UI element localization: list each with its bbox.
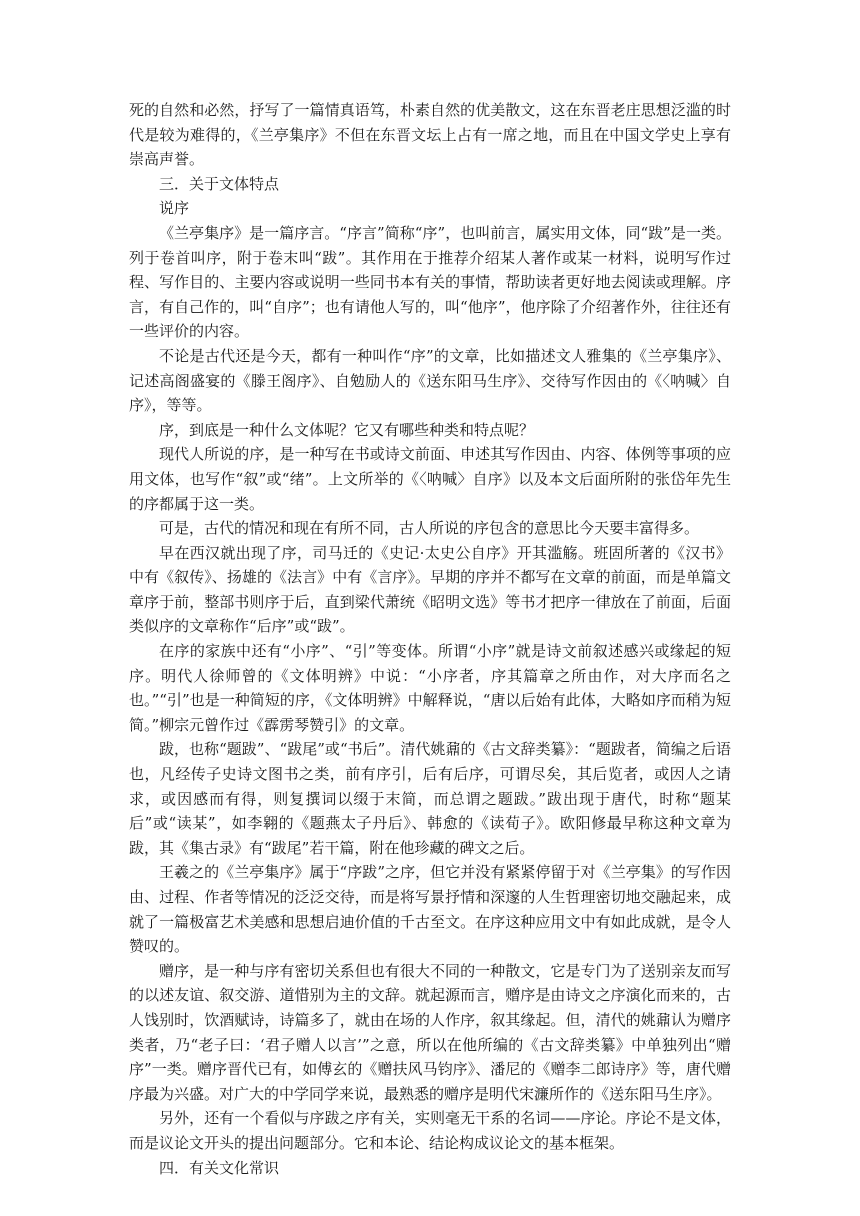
paragraph: 现代人所说的序，是一种写在书或诗文前面、申述其写作因由、内容、体例等事项的应用文体，也写作“叙”或“绪”。上文所举的《〈呐喊〉自序》以及本文后面所附的张岱年先生的序都属于这一类。 [129,445,731,513]
paragraph: 序，到底是一种什么文体呢？它又有哪些种类和特点呢？ [159,420,535,439]
subsection-heading-shuoxu: 说序 [159,199,190,218]
section-heading-4: 四．有关文化常识 [159,1158,280,1177]
paragraph: 早在西汉就出现了序，司马迁的《史记·太史公自序》开其滥觞。班固所著的《汉书》中有《叙传》、扬雄的《法言》中有《言序》。早期的序并不都写在文章的前面，而是单篇文章序于前，整部书则序于后，直到梁代萧统《昭明文选》等书才把序一律放在了前面，后面类似序的文章称作“后序”或“跋”。 [129,543,731,636]
section-heading-3: 三．关于文体特点 [159,174,280,193]
paragraph: 可是，古代的情况和现在有所不同，古人所说的序包含的意思比今天要丰富得多。 [159,519,700,538]
paragraph: 不论是古代还是今天，都有一种叫作“序”的文章，比如描述文人雅集的《兰亭集序》、记述高阁盛宴的《滕王阁序》、自勉励人的《送东阳马生序》、交待写作因由的《〈呐喊〉自序》，等等。 [129,346,731,415]
paragraph-continued: 死的自然和必然，抒写了一篇情真语笃，朴素自然的优美散文，这在东晋老庄思想泛滥的时代是较为难得的，《兰亭集序》不但在东晋文坛上占有一席之地，而且在中国文学史上享有崇高声誉。 [129,101,731,169]
paragraph: 赠序，是一种与序有密切关系但也有很大不同的一种散文，它是专门为了送别亲友而写的以述友谊、叙交游、道惜别为主的文辞。就起源而言，赠序是由诗文之序演化而来的，古人饯别时，饮酒赋诗，诗篇多了，就由在场的人作序，叙其缘起。但，清代的姚鼐认为赠序类者，乃“老子曰：‘君子赠人以言’”之意，所以在他所编的《古文辞类纂》中单独列出“赠序”一类。赠序晋代已有，如傅玄的《赠扶风马钧序》、潘尼的《赠李二郎诗序》等，唐代赠序最为兴盛。对广大的中学同学来说，最熟悉的赠序是明代宋濂所作的《送东阳马生序》。 [129,961,731,1103]
paragraph: 《兰亭集序》是一篇序言。“序言”简称“序”，也叫前言，属实用文体，同“跋”是一类。列于卷首叫序，附于卷末叫“跋”。其作用在于推荐介绍某人著作或某一材料，说明写作过程、写作目的、主要内容或说明一些同书本有关的事情，帮助读者更好地去阅读或理解。序言，有自己作的，叫“自序”；也有请他人写的，叫“他序”，他序除了介绍著作外，往往还有一些评价的内容。 [129,223,731,341]
paragraph: 另外，还有一个看似与序跋之序有关，实则毫无干系的名词——序论。序论不是文体，而是议论文开头的提出问题部分。它和本论、结论构成议论文的基本框架。 [129,1109,731,1152]
paragraph: 王羲之的《兰亭集序》属于“序跋”之序，但它并没有紧紧停留于对《兰亭集》的写作因由、过程、作者等情况的泛泛交待，而是将写景抒情和深邃的人生哲理密切地交融起来，成就了一篇极富艺术美感和思想启迪价值的千古至文。在序这种应用文中有如此成就，是令人赞叹的。 [129,863,731,956]
document-body [129,98,731,1180]
paragraph: 在序的家族中还有“小序”、“引”等变体。所谓“小序”就是诗文前叙述感兴或缘起的短序。明代人徐师曾的《文体明辨》中说：“小序者，序其篇章之所由作，对大序而名之也。”“引”也是一种简短的序，《文体明辨》中解释说，“唐以后始有此体，大略如序而稍为短简。”柳宗元曾作过《霹雳琴赞引》的文章。 [129,642,731,734]
paragraph: 跋，也称“题跋”、“跋尾”或“书后”。清代姚鼐的《古文辞类纂》：“题跋者，简编之后语也，凡经传子史诗文图书之类，前有序引，后有后序，可谓尽矣，其后览者，或因人之请求，或因感而有得，则复撰词以缀于末简，而总谓之题跋。”跋出现于唐代，时称“题某后”或“读某”，如李翱的《题燕太子丹后》、韩愈的《读荀子》。欧阳修最早称这种文章为跋，其《集古录》有“跋尾”若干篇，附在他珍藏的碑文之后。 [129,740,731,857]
